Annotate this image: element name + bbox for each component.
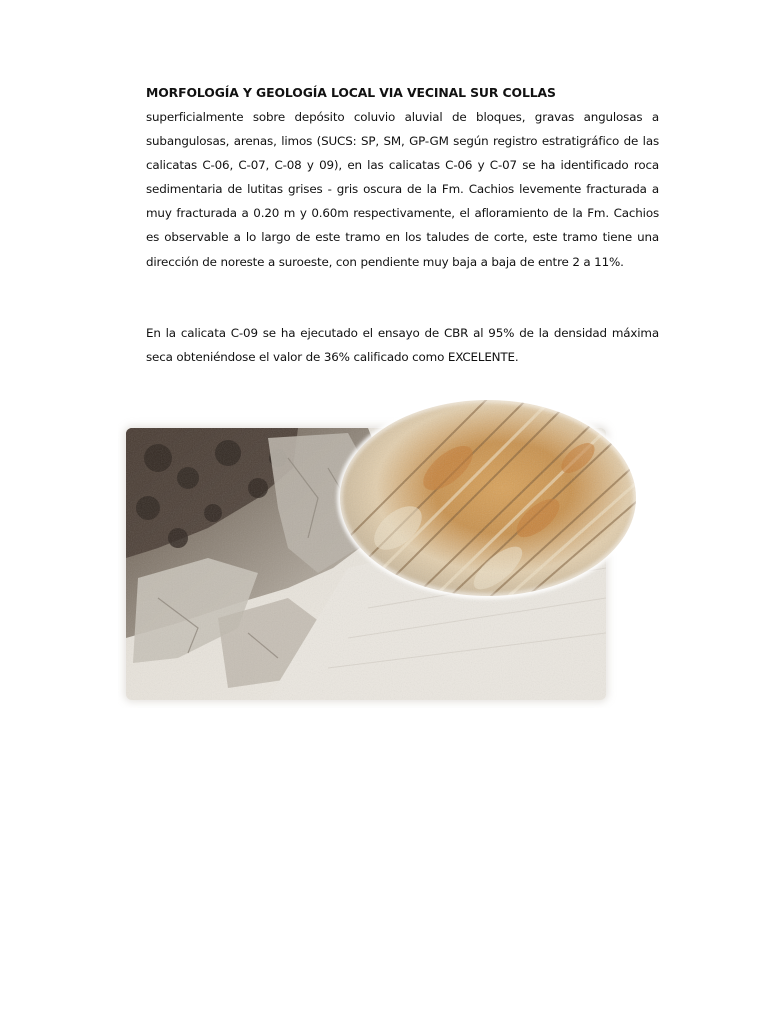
geology-photo-figure bbox=[118, 398, 638, 708]
photo-composite bbox=[118, 398, 638, 708]
paragraph-cbr-result: En la calicata C-09 se ha ejecutado el ensayo de CBR al 95% de la densidad máxima seca obteniéndose el valor de 36% calificado como EXCELENTE. bbox=[146, 326, 659, 365]
section-heading: MORFOLOGÍA Y GEOLOGÍA LOCAL VIA VECINAL SUR COLLAS bbox=[146, 85, 556, 100]
paragraph-geology-description: superficialmente sobre depósito coluvio aluvial de bloques, gravas angulosas a subangulosas, arenas, limos (SUCS: SP, SM, GP-GM según registro estratigráfico de las calicatas C-06, C-07, C-08 y 09), en las calicatas C-06 y C-07 se ha identificado roca sedimentaria de lutitas grises - gris oscura de la Fm. Cachios levemente fracturada a muy fracturada a 0.20 m y 0.60m respectivamente, el afloramiento de la Fm. Cachios es observable a lo largo de este tramo en los taludes de corte, este tramo tiene una dirección de noreste a suroeste, con pendiente muy baja a baja de entre 2 a 11%. bbox=[146, 110, 659, 269]
